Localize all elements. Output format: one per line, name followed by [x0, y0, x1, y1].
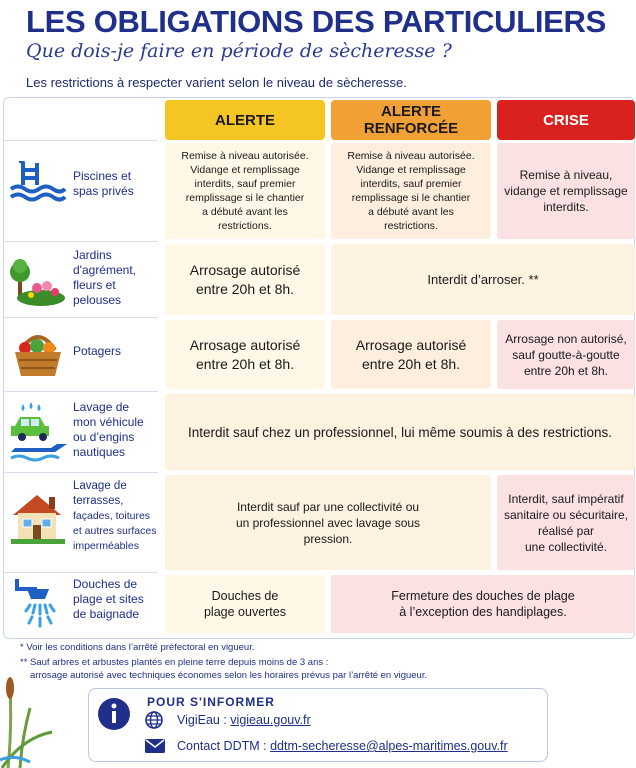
footnote-1: * Voir les conditions dans l’arrêté préfectoral en vigueur.	[20, 642, 255, 653]
row-douches-label-3: de baignade	[73, 607, 140, 621]
text-line: à l’exception des handiplages.	[399, 605, 567, 619]
cell-potagers-renforcee	[331, 320, 491, 389]
info-box	[88, 688, 548, 762]
vigieau-link[interactable]: vigieau.gouv.fr	[230, 713, 311, 727]
text-line: restrictions.	[218, 220, 272, 232]
row-piscines-label-2: spas privés	[73, 184, 134, 198]
text-line: Remise à niveau autorisée.	[347, 150, 475, 162]
row-label-jardins	[3, 241, 158, 318]
house-icon	[9, 489, 69, 547]
header-alerte-renforcee	[331, 100, 491, 140]
car-wash-icon	[9, 400, 69, 464]
cell-lavage-vehicule-all	[165, 394, 635, 470]
text-line: entre 20h et 8h.	[523, 363, 609, 378]
row-lavage-terrasses-label-4: et autres surfaces	[73, 525, 157, 537]
text-line: sauf goutte-à-goutte	[512, 347, 620, 362]
header-renforcee-line1: ALERTE	[381, 103, 441, 120]
row-lavage-vehicule-label-4: nautiques	[73, 445, 126, 459]
shower-icon	[9, 577, 67, 633]
row-lavage-vehicule-label-3: ou d’engins	[73, 430, 135, 444]
text-line: une collectivité.	[524, 539, 608, 554]
row-jardins-label-2: d'agrément,	[73, 263, 136, 277]
info-icon	[97, 697, 131, 731]
cell-lavage-terrasses-crise	[497, 475, 635, 570]
text-line: Interdit sauf chez un professionnel, lui même soumis à des restrictions.	[188, 424, 612, 440]
cell-douches-alerte	[165, 575, 325, 633]
page-title: LES OBLIGATIONS DES PARTICULIERS	[26, 4, 607, 39]
cell-piscines-alerte	[165, 143, 325, 239]
text-line: interdits.	[543, 200, 589, 214]
header-crise-label: CRISE	[543, 111, 589, 129]
text-line: Vidange et remplissage	[190, 164, 300, 176]
row-lavage-vehicule-label-2: mon véhicule	[73, 415, 144, 429]
cell-lavage-terrasses-alerte-renforcee	[165, 475, 491, 570]
row-label-piscines	[3, 140, 158, 242]
mail-icon	[145, 739, 165, 753]
header-renforcee-line2: RENFORCÉE	[363, 120, 459, 137]
row-label-douches	[3, 572, 158, 637]
intro-text: Les restrictions à respecter varient selon le niveau de sècheresse.	[26, 75, 407, 90]
header-alerte-label: ALERTE	[215, 111, 275, 129]
row-label-potagers	[3, 317, 158, 392]
text-line: Vidange et remplissage	[356, 164, 466, 176]
row-label-lavage-vehicule	[3, 391, 158, 473]
text-line: Arrosage non autorisé,	[505, 331, 627, 346]
text-line: Remise à niveau,	[519, 168, 613, 182]
text-line: Interdit sauf par une collectivité ou	[236, 499, 420, 514]
row-jardins-label-4: pelouses	[73, 293, 122, 307]
cell-potagers-crise	[497, 320, 635, 389]
text-line: entre 20h et 8h.	[195, 280, 295, 297]
text-line: pression.	[303, 531, 353, 546]
row-douches-label-1: Douches de	[73, 577, 138, 591]
text-line: a débuté avant les	[202, 206, 288, 218]
cell-potagers-alerte	[165, 320, 325, 389]
text-line: entre 20h et 8h.	[195, 355, 295, 372]
text-line: restrictions.	[384, 220, 438, 232]
cell-jardins-alerte	[165, 244, 325, 315]
text-line: Arrosage autorisé	[189, 261, 301, 278]
text-line: Douches de	[211, 589, 279, 603]
contact-email-link[interactable]: ddtm-secheresse@alpes-maritimes.gouv.fr	[270, 739, 508, 753]
info-title: POUR S'INFORMER	[147, 695, 275, 709]
row-piscines-label-1: Piscines et	[73, 169, 132, 183]
header-alerte	[165, 100, 325, 140]
page-subtitle: Que dois-je faire en période de sècheresse ?	[26, 40, 452, 62]
text-line: Arrosage autorisé	[189, 336, 301, 353]
text-line: plage ouvertes	[203, 605, 286, 619]
vegetable-basket-icon	[9, 326, 67, 382]
row-lavage-terrasses-label-2: terrasses,	[73, 495, 124, 507]
garden-icon	[9, 250, 67, 308]
row-lavage-terrasses-label-1: Lavage de	[73, 480, 127, 492]
row-label-lavage-terrasses	[3, 472, 158, 573]
text-line: interdits, sauf premier	[194, 178, 296, 190]
text-line: interdits, sauf premier	[360, 178, 462, 190]
globe-icon	[145, 711, 163, 729]
text-line: vidange et remplissage	[504, 184, 628, 198]
text-line: a débuté avant les	[368, 206, 454, 218]
row-jardins-label-3: fleurs et	[73, 278, 116, 292]
cell-piscines-crise	[497, 143, 635, 239]
text-line: sanitaire ou sécuritaire,	[503, 507, 629, 522]
row-lavage-vehicule-label-1: Lavage de	[73, 400, 130, 414]
text-line: Interdit d’arroser. **	[427, 271, 539, 287]
row-potagers-label: Potagers	[73, 344, 122, 358]
cell-jardins-renforcee-crise	[331, 244, 635, 315]
header-crise	[497, 100, 635, 140]
text-line: un professionnel avec lavage sous	[235, 515, 421, 530]
pool-icon	[9, 161, 67, 205]
contact-label: Contact DDTM :	[177, 739, 267, 753]
text-line: Arrosage autorisé	[355, 336, 467, 353]
text-line: Fermeture des douches de plage	[391, 589, 575, 603]
text-line: remplissage si le chantier	[351, 192, 471, 204]
vigieau-label: VigiEau :	[177, 713, 227, 727]
cell-piscines-renforcee	[331, 143, 491, 239]
text-line: remplissage si le chantier	[185, 192, 305, 204]
text-line: Interdit, sauf impératif	[508, 491, 624, 506]
text-line: entre 20h et 8h.	[361, 355, 461, 372]
text-line: réalisé par	[537, 523, 595, 538]
footnote-2-line2: arrosage autorisé avec techniques économes selon les horaires prévus par l’arrêté en vigueur.	[30, 670, 428, 681]
reeds-decoration	[0, 668, 60, 768]
cell-douches-renforcee-crise	[331, 575, 635, 633]
row-lavage-terrasses-label-5: imperméables	[73, 540, 139, 552]
footnote-2-line1: ** Sauf arbres et arbustes plantés en pleine terre depuis moins de 3 ans :	[20, 657, 329, 668]
row-douches-label-2: plage et sites	[73, 592, 144, 606]
row-jardins-label-1: Jardins	[73, 248, 112, 262]
row-lavage-terrasses-label-3: façades, toitures	[73, 510, 151, 522]
text-line: Remise à niveau autorisée.	[181, 150, 309, 162]
